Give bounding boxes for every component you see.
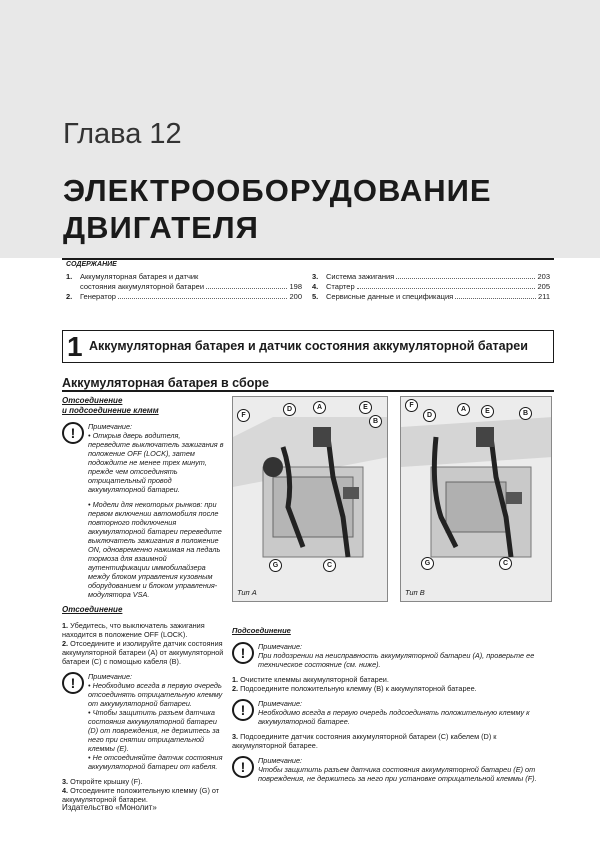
callout-c: C — [323, 559, 336, 572]
figure-caption: Тип В — [405, 588, 425, 597]
toc-page: 205 — [537, 282, 550, 291]
callout-d: D — [423, 409, 436, 422]
publisher-footer: Издательство «Монолит» — [62, 803, 157, 812]
toc-num: 3. — [312, 272, 319, 281]
callout-g: G — [421, 557, 434, 570]
note-title: Примечание: — [258, 642, 303, 651]
section-title: Аккумуляторная батарея и датчик состояния аккумуляторной батареи — [89, 339, 528, 353]
note-block — [232, 756, 552, 783]
note-block — [232, 642, 552, 669]
callout-f: F — [237, 409, 250, 422]
step-text: Подсоедините положительную клемму (В) к аккумуляторной батарее. — [240, 684, 477, 693]
callout-e: E — [359, 401, 372, 414]
right-column — [232, 626, 552, 783]
toc-text: Генератор — [80, 292, 116, 301]
toc-text: состояния аккумуляторной батареи — [80, 282, 205, 291]
step-2: 2. Отсоедините и изолируйте датчик состояния аккумуляторной батареи (А) от аккумуляторной батареи (С) с помощью кабеля (В). — [62, 639, 224, 666]
note-body — [88, 422, 224, 599]
chapter-title-line2: ДВИГАТЕЛЯ — [63, 210, 259, 245]
step-text: Отсоедините и изолируйте датчик состояния аккумуляторной батареи (А) от аккумуляторной батареи (С) с помощью кабеля (В). — [62, 639, 224, 666]
figure-type-b — [400, 396, 552, 602]
toc-item[interactable] — [312, 272, 550, 282]
note-text: • Необходимо всегда в первую очередь отсоединять отрицательную клемму от аккумуляторной батареи. — [88, 681, 223, 708]
callout-b: B — [519, 407, 532, 420]
note-text: • Чтобы защитить разъем датчика состояния аккумуляторной батареи (D) от повреждения, не держитесь за него при снятии отрицательной клеммы (Е). — [88, 708, 220, 753]
toc-text: Система зажигания — [326, 272, 395, 281]
callout-b: B — [369, 415, 382, 428]
toc-item[interactable] — [312, 282, 550, 292]
toc-dots — [206, 282, 287, 289]
chapter-title — [63, 172, 492, 246]
toc-dots — [396, 272, 535, 279]
section-header — [62, 330, 554, 363]
figure-type-a — [232, 396, 388, 602]
toc-item[interactable] — [66, 292, 302, 302]
step-1: 1. Убедитесь, что выключатель зажигания находится в положение OFF (LOCK). — [62, 621, 205, 639]
heading-disconnect-connect-line1: Отсоединение — [62, 396, 123, 405]
toc-item[interactable] — [66, 272, 302, 282]
toc-num — [66, 282, 80, 292]
callout-a: A — [457, 403, 470, 416]
note-title: Примечание: — [258, 756, 303, 765]
step-text: Подсоедините датчик состояния аккумуляторной батареи (С) кабелем (D) к аккумуляторной батарее. — [232, 732, 497, 750]
note-title: Примечание: — [88, 422, 133, 431]
step-3: 3. Откройте крышку (F). — [62, 777, 143, 786]
note-text: Чтобы защитить разъем датчика состояния аккумуляторной батареи (Е) от повреждения, не держитесь за него при установке отрицательной клеммы (F). — [258, 765, 537, 783]
toc-num: 1. — [66, 272, 73, 281]
exclamation-icon: ! — [62, 672, 84, 694]
toc-num: 4. — [312, 282, 319, 291]
step-text: Откройте крышку (F). — [70, 777, 143, 786]
callout-d: D — [283, 403, 296, 416]
note-body — [258, 642, 552, 669]
toc-text: Сервисные данные и спецификация — [326, 292, 454, 301]
callout-f: F — [405, 399, 418, 412]
callout-c: C — [499, 557, 512, 570]
exclamation-icon: ! — [232, 642, 254, 664]
toc-header: СОДЕРЖАНИЕ — [66, 261, 117, 268]
toc-dots — [455, 292, 536, 299]
note-text: При подозрении на неисправность аккумуляторной батареи (А), проверьте ее техническое состояние (см. ниже). — [258, 651, 535, 669]
heading-connect: Подсоединение — [232, 626, 291, 635]
left-column — [62, 396, 224, 804]
section-number: 1 — [67, 331, 83, 362]
step-text: Отсоедините положительную клемму (G) от аккумуляторной батареи. — [62, 786, 220, 804]
note-text: • Открыв дверь водителя, переведите выключатель зажигания в положение OFF (LOCK), затем подождите не менее трех минут, прежде чем отсоединять отрицательный провод аккумуляторной батареи. — [88, 431, 224, 494]
callout-a: A — [313, 401, 326, 414]
note-body — [258, 699, 552, 726]
chapter-label: Глава 12 — [63, 118, 182, 150]
note-text: • Не отсоединяйте датчик состояния аккумуляторной батареи от кабеля. — [88, 753, 223, 771]
battery-illustration-b — [401, 397, 552, 602]
toc-item[interactable] — [66, 282, 302, 292]
heading-disconnect-connect-line2: и подсоединение клемм — [62, 406, 159, 415]
toc-text: Стартер — [326, 282, 355, 291]
step-2: 2. Подсоедините положительную клемму (В) к аккумуляторной батарее. — [232, 684, 477, 693]
note-text: Необходимо всегда в первую очередь подсоединять положительную клемму к аккумуляторной батарее. — [258, 708, 530, 726]
toc-num: 2. — [66, 292, 73, 301]
battery-illustration-a — [233, 397, 388, 602]
note-body — [258, 756, 552, 783]
toc-num: 5. — [312, 292, 319, 301]
table-of-contents — [62, 258, 554, 302]
toc-page: 200 — [289, 292, 302, 301]
heading-disconnect: Отсоединение — [62, 605, 123, 614]
toc-page: 203 — [537, 272, 550, 281]
toc-dots — [357, 282, 536, 289]
toc-page: 211 — [538, 292, 550, 301]
note-block — [62, 672, 224, 771]
subsection-title: Аккумуляторная батарея в сборе — [62, 376, 554, 392]
step-text: Очистите клеммы аккумуляторной батареи. — [240, 675, 389, 684]
step-3: 3. Подсоедините датчик состояния аккумуляторной батареи (С) кабелем (D) к аккумуляторной батарее. — [232, 732, 497, 750]
note-text: • Модели для некоторых рынков: при первом включении автомобиля после повторного подключения аккумуляторной батареи переведите выключатель зажигания в положение ON, одновременно нажимая на педаль тормоза для взаимной аутентификации иммобилайзера между блоком управления кузовным оборудованием и блоком управления-модулятора VSA. — [88, 500, 222, 599]
exclamation-icon: ! — [62, 422, 84, 444]
figure-caption: Тип А — [237, 588, 257, 597]
step-1: 1. Очистите клеммы аккумуляторной батареи. — [232, 675, 389, 684]
step-text: Убедитесь, что выключатель зажигания находится в положение OFF (LOCK). — [62, 621, 205, 639]
step-4: 4. Отсоедините положительную клемму (G) от аккумуляторной батареи. — [62, 786, 220, 804]
note-title: Примечание: — [88, 672, 133, 681]
chapter-title-line1: ЭЛЕКТРООБОРУДОВАНИЕ — [63, 173, 492, 208]
callout-e: E — [481, 405, 494, 418]
toc-column-left — [66, 272, 302, 302]
note-title: Примечание: — [258, 699, 303, 708]
callout-g: G — [269, 559, 282, 572]
exclamation-icon: ! — [232, 756, 254, 778]
note-block — [232, 699, 552, 726]
toc-item[interactable] — [312, 292, 550, 302]
toc-column-right — [312, 272, 550, 302]
toc-page: 198 — [289, 282, 302, 291]
note-body — [88, 672, 224, 771]
note-block — [62, 422, 224, 599]
exclamation-icon: ! — [232, 699, 254, 721]
toc-text: Аккумуляторная батарея и датчик — [80, 272, 199, 281]
toc-dots — [118, 292, 288, 299]
